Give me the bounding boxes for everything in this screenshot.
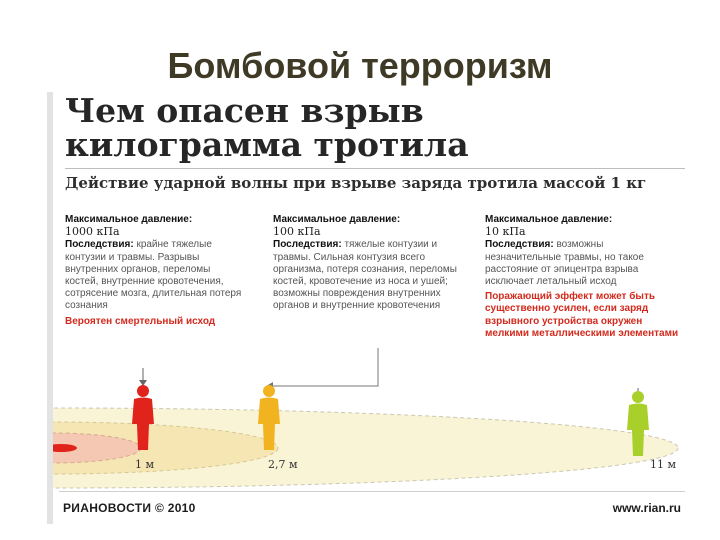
zone-3-warning: Поражающий эффект может быть существенно усилен, если заряд взрывного устройства окружен мелкими металлическими элементами — [485, 291, 679, 339]
distance-label-1: 1 м — [135, 458, 155, 471]
distance-label-3: 11 м — [650, 458, 677, 471]
footer-brand: РИАНОВОСТИ © 2010 — [63, 501, 196, 515]
zone-2-consequences: тяжелые контузии и травмы. Сильная контузия всего организма, потеря сознания, переломы костей, кровотечение из носа и ушей; возможны повреждения внутренних органов и внутренние кровотечения — [273, 239, 457, 312]
heading-line-2: килограмма тротила — [65, 125, 469, 164]
zone-3-consequences-label: Последствия: — [485, 239, 554, 251]
heading-line-1: Чем опасен взрыв — [65, 92, 424, 130]
zone-3-pressure-value: 10 кПа — [485, 225, 526, 239]
infographic — [47, 92, 693, 524]
zone-1-pressure-value: 1000 кПа — [65, 225, 120, 239]
zone-2-pressure-value: 100 кПа — [273, 225, 321, 239]
zone-1-warning: Вероятен смертельный исход — [65, 315, 216, 327]
slide-title: Бомбовой терроризм — [167, 45, 553, 86]
sub-heading: Действие ударной волны при взрыве заряда тротила массой 1 кг — [65, 174, 647, 192]
person-figure-1-icon — [123, 384, 163, 454]
person-figure-3-icon — [618, 390, 658, 460]
zone-3-pressure-label: Максимальное давление: — [485, 214, 613, 225]
person-figure-2-icon — [249, 384, 289, 454]
footer-divider — [59, 491, 685, 492]
zone-1-consequences: крайне тяжелые контузии и травмы. Разрывы внутренних органов, переломы костей, внутренние кровотечения, сотрясение мозга, длительная потеря сознания — [65, 239, 242, 312]
footer-url: www.rian.ru — [612, 501, 681, 515]
pointer-line-2 — [271, 348, 378, 386]
zone-2-consequences-label: Последствия: — [273, 239, 342, 251]
zone-2-pressure-label: Максимальное давление: — [273, 214, 401, 225]
zone-3-consequences: возможны незначительные травмы, но такое расстояние от эпицентра взрыва исключает летальный исход — [485, 239, 644, 288]
distance-label-2: 2,7 м — [268, 458, 298, 471]
zone-1-consequences-label: Последствия: — [65, 239, 134, 251]
zone-1-pressure-label: Максимальное давление: — [65, 214, 193, 225]
